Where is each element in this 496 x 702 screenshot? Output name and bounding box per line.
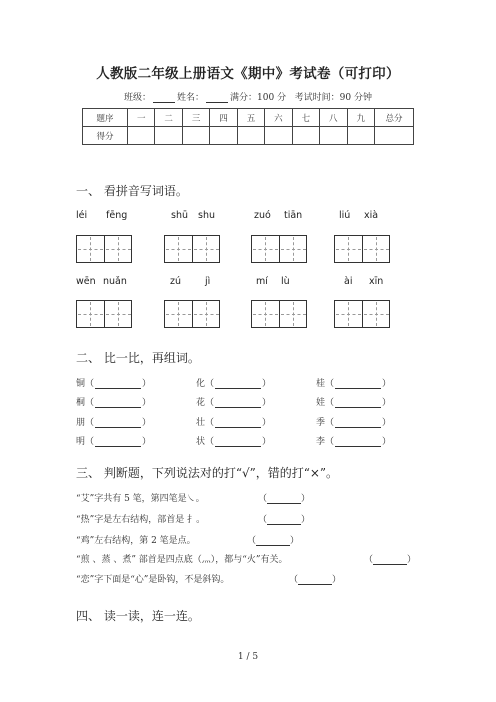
answer-blank[interactable] — [335, 379, 381, 389]
judge-item: “艾”字共有 5 笔，第四笔是㇏。 — [76, 494, 205, 504]
answer-blank[interactable] — [95, 418, 141, 428]
tianzige-box[interactable] — [164, 300, 220, 328]
header-cell: 三 — [182, 109, 209, 127]
pinyin-label: shu — [198, 210, 215, 221]
name-blank — [206, 93, 228, 103]
word-item: 花（ ） — [196, 398, 272, 408]
header-cell: 二 — [155, 109, 182, 127]
page-title: 人教版二年级上册语文《期中》考试卷（可打印） — [96, 66, 400, 82]
score-cell[interactable] — [155, 127, 182, 145]
header-cell: 四 — [210, 109, 237, 127]
answer-blank[interactable] — [95, 398, 141, 408]
tianzige-box[interactable] — [334, 300, 390, 328]
pinyin-label: léi — [76, 210, 88, 221]
pinyin-label: tiān — [284, 210, 303, 221]
tianzige-box[interactable] — [164, 235, 220, 263]
pinyin-label: shū — [171, 210, 188, 221]
header-cell: 题序 — [83, 109, 128, 127]
score-table-row — [83, 127, 414, 145]
judge-item: “鸡”左右结构，第 2 笔是点。 — [76, 536, 196, 546]
class-label: 班级： — [124, 93, 152, 103]
header-cell: 六 — [265, 109, 292, 127]
score-cell[interactable] — [237, 127, 264, 145]
pinyin-label: ài — [344, 276, 353, 287]
answer-blank[interactable] — [267, 515, 301, 525]
tianzige-box[interactable] — [334, 235, 390, 263]
header-cell: 一 — [128, 109, 155, 127]
word-item: 李（ ） — [316, 437, 392, 447]
pinyin-label: wēn — [76, 276, 96, 287]
judge-answer: （ ） — [258, 515, 311, 525]
word-item: 娃（ ） — [316, 398, 392, 408]
class-blank — [153, 93, 175, 103]
judge-answer: （ ） — [247, 536, 300, 546]
word-item: 朋（ ） — [76, 418, 152, 428]
header-cell: 八 — [320, 109, 347, 127]
header-cell: 五 — [237, 109, 264, 127]
score-cell[interactable] — [128, 127, 155, 145]
score-cell[interactable] — [265, 127, 292, 145]
judge-item: “煎 、蒸 、煮” 部首是四点底（灬），都与“火”有关。 — [76, 555, 288, 565]
answer-blank[interactable] — [335, 418, 381, 428]
pinyin-label: mí — [256, 276, 268, 287]
tianzige-box[interactable] — [76, 300, 132, 328]
judge-answer: （ ） — [364, 555, 417, 565]
pinyin-label: xīn — [369, 276, 384, 287]
section1-heading: 一、 看拼音写词语。 — [76, 184, 188, 198]
score-table-header — [83, 109, 414, 127]
name-label: 姓名： — [177, 93, 205, 103]
score-label: 满分：100 分 — [230, 93, 287, 103]
word-item: 明（ ） — [76, 437, 152, 447]
answer-blank[interactable] — [373, 555, 407, 565]
word-item: 桂（ ） — [316, 379, 392, 389]
row-label: 得分 — [83, 127, 128, 145]
answer-blank[interactable] — [335, 398, 381, 408]
pinyin-label: nuǎn — [103, 276, 127, 287]
answer-blank[interactable] — [335, 437, 381, 447]
answer-blank[interactable] — [267, 494, 301, 504]
score-cell[interactable] — [182, 127, 209, 145]
pinyin-label: liú — [339, 210, 351, 221]
word-item: 季（ ） — [316, 418, 392, 428]
tianzige-box[interactable] — [76, 235, 132, 263]
section4-heading: 四、 读一读，连一连。 — [76, 609, 200, 623]
pinyin-label: zú — [170, 276, 182, 287]
time-label: 考试时间：90 分钟 — [294, 93, 372, 103]
answer-blank[interactable] — [95, 379, 141, 389]
word-item: 铜（ ） — [76, 379, 152, 389]
answer-blank[interactable] — [256, 536, 290, 546]
pinyin-label: xià — [364, 210, 379, 221]
score-cell[interactable] — [292, 127, 319, 145]
exam-info — [0, 90, 496, 103]
answer-blank[interactable] — [298, 575, 332, 585]
pinyin-label: zuó — [254, 210, 271, 221]
word-item: 状（ ） — [196, 437, 272, 447]
pinyin-label: jì — [205, 276, 211, 287]
score-table — [82, 108, 414, 145]
judge-item: “热”字是左右结构，部首是 扌。 — [76, 515, 206, 525]
pinyin-label: fēng — [106, 210, 128, 221]
header-cell: 总分 — [375, 109, 414, 127]
header-cell: 九 — [347, 109, 375, 127]
judge-answer: （ ） — [289, 575, 342, 585]
answer-blank[interactable] — [215, 398, 261, 408]
pinyin-label: lù — [281, 276, 290, 287]
section3-heading: 三、 判断题，下列说法对的打“√”，错的打“×”。 — [76, 466, 339, 480]
header-cell: 七 — [292, 109, 319, 127]
word-item: 化（ ） — [196, 379, 272, 389]
judge-item: “恋”字下面是“心”是卧钩，不是斜钩。 — [76, 575, 230, 585]
word-item: 桐（ ） — [76, 398, 152, 408]
score-cell[interactable] — [347, 127, 375, 145]
page-number: 1 / 5 — [237, 652, 259, 662]
judge-answer: （ ） — [258, 494, 311, 504]
word-item: 壮（ ） — [196, 418, 272, 428]
tianzige-box[interactable] — [251, 300, 307, 328]
score-cell[interactable] — [320, 127, 347, 145]
section2-heading: 二、 比一比，再组词。 — [76, 351, 200, 365]
score-cell[interactable] — [210, 127, 237, 145]
answer-blank[interactable] — [215, 418, 261, 428]
answer-blank[interactable] — [215, 437, 261, 447]
score-cell[interactable] — [375, 127, 414, 145]
answer-blank[interactable] — [215, 379, 261, 389]
answer-blank[interactable] — [95, 437, 141, 447]
tianzige-box[interactable] — [251, 235, 307, 263]
